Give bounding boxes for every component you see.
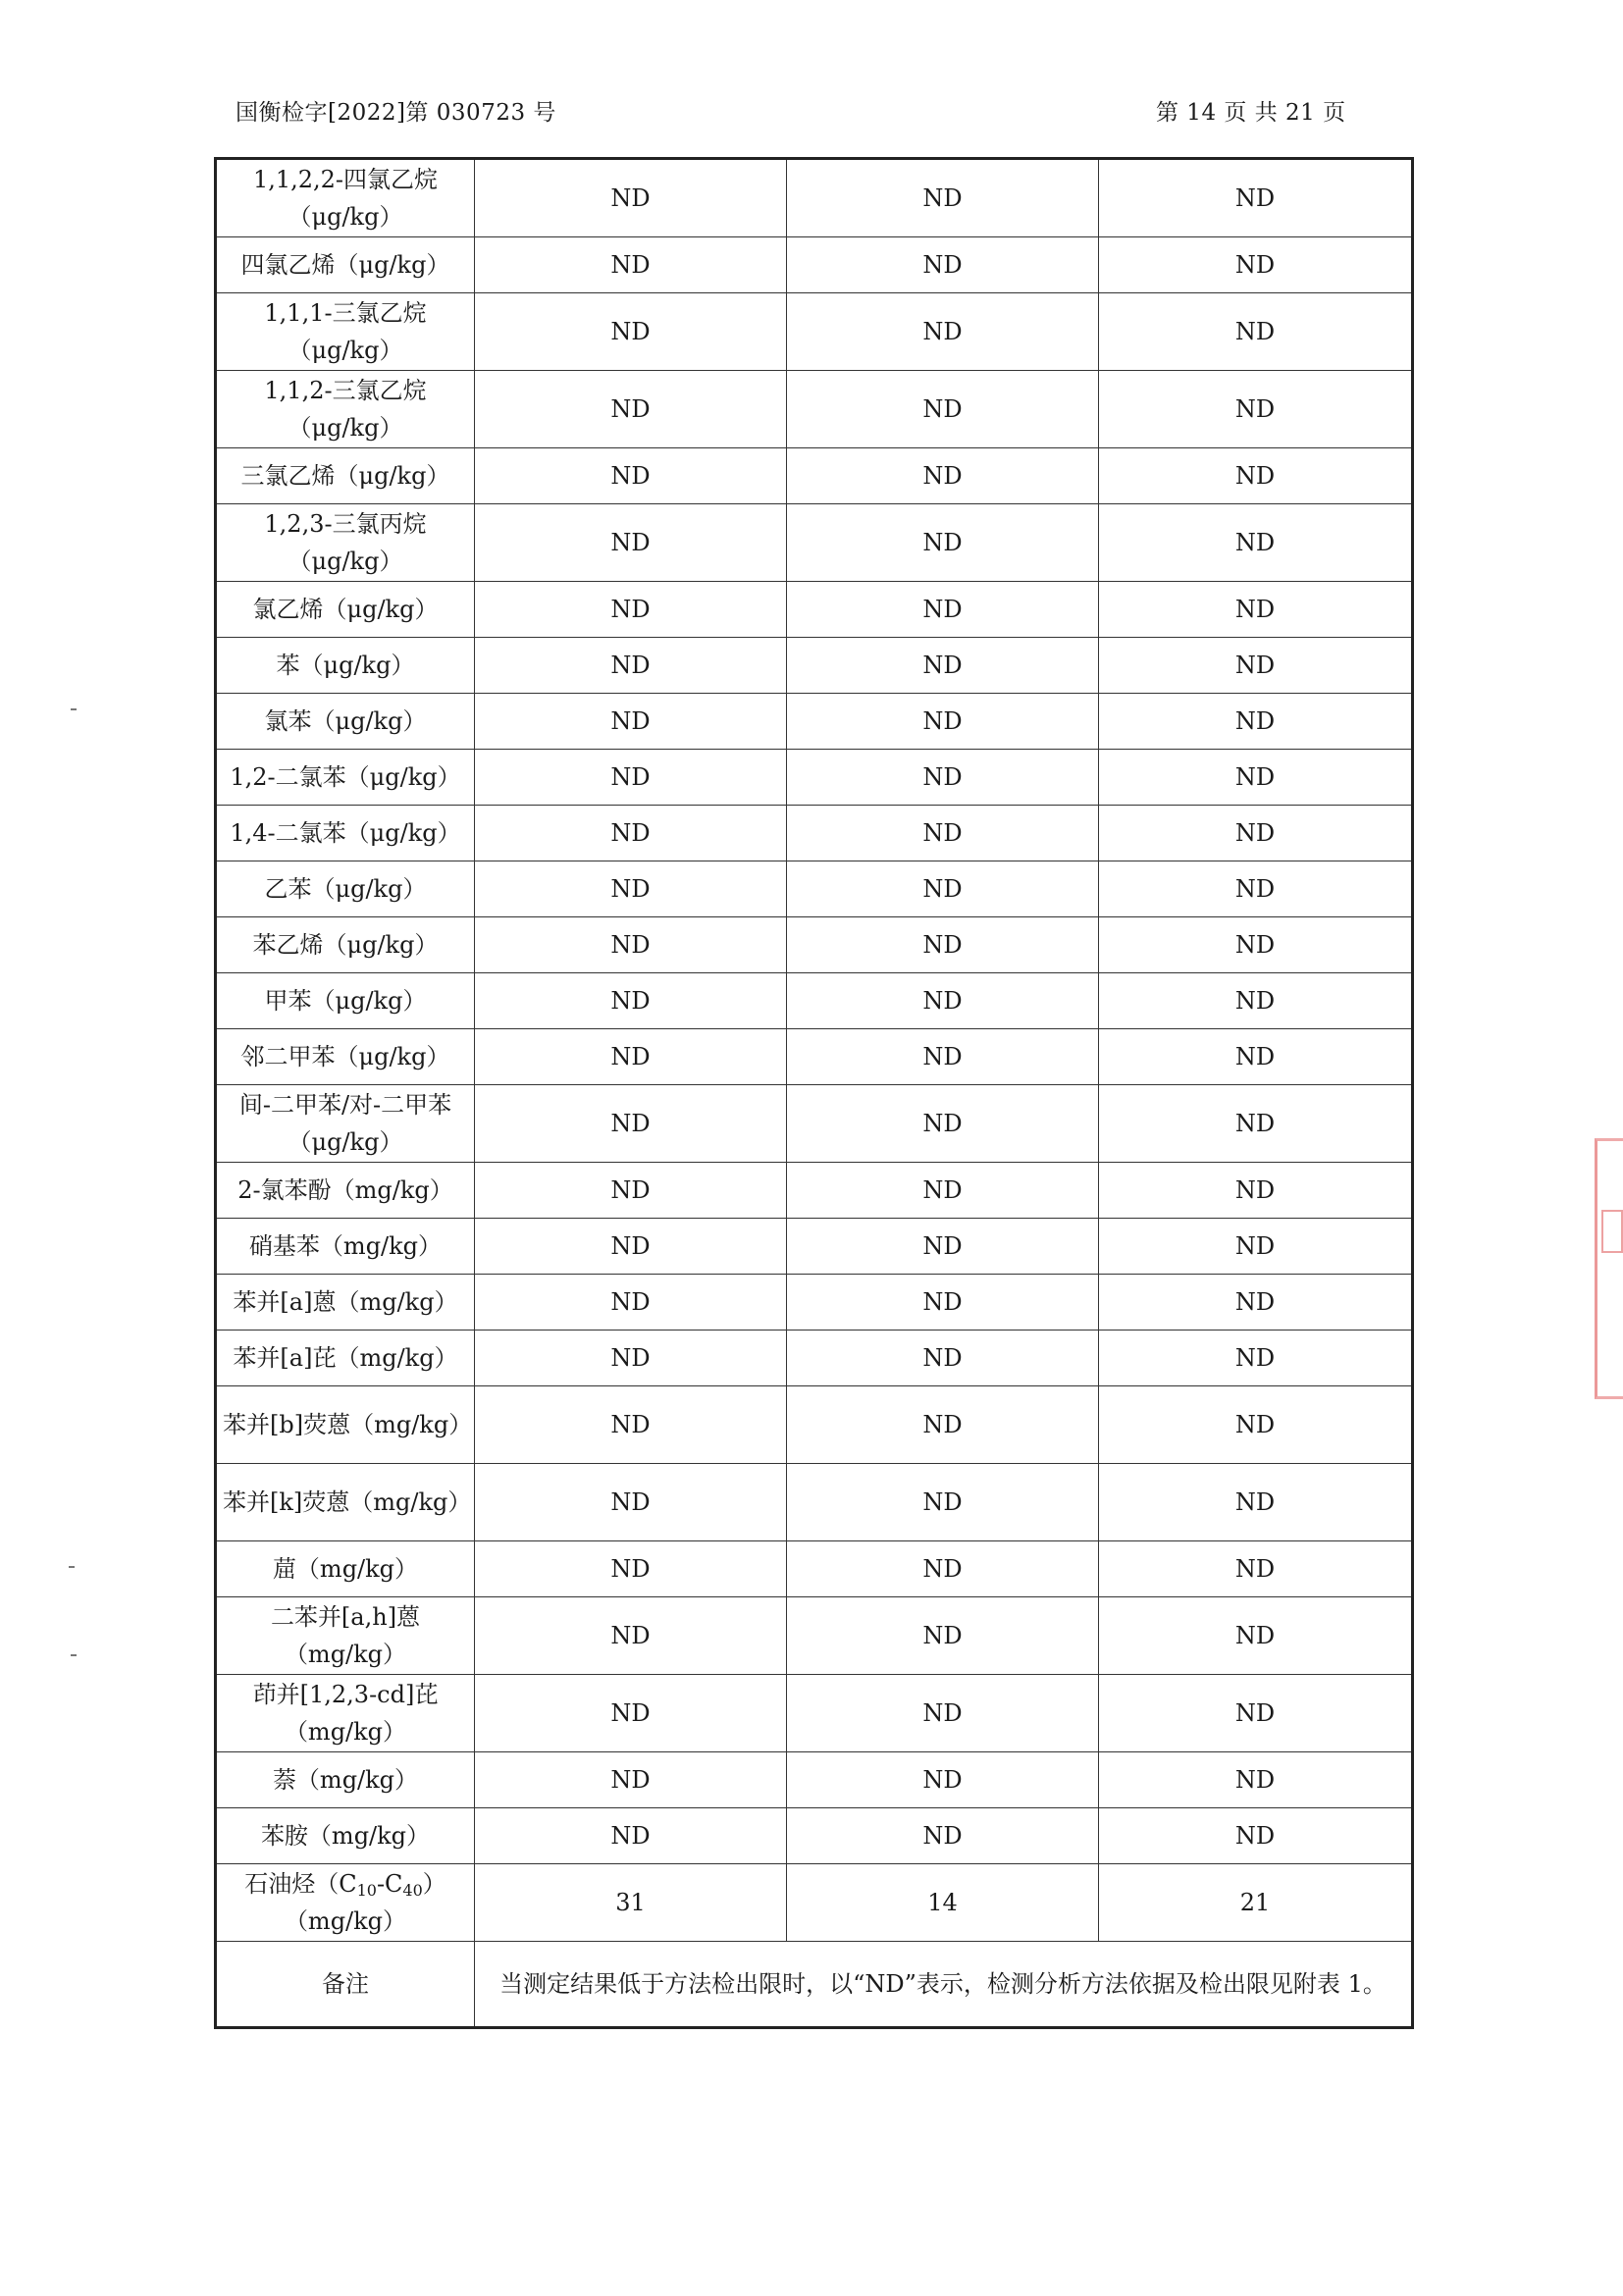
results-table [214,157,1414,2029]
petroleum-name-mid: -C [376,1870,403,1898]
table-row [216,1163,1413,1219]
table-row [216,1029,1413,1085]
row-name: 1,1,2-三氯乙烷（μg/kg） [216,371,475,448]
result-cell-1: ND [475,1464,787,1541]
row-name: 三氯乙烯（μg/kg） [216,448,475,504]
result-cell-2: ND [787,159,1099,237]
row-name: 2-氯苯酚（mg/kg） [216,1163,475,1219]
row-name: 硝基苯（mg/kg） [216,1219,475,1275]
result-cell-2: ND [787,1597,1099,1675]
table-row [216,1275,1413,1331]
result-cell-2: ND [787,1752,1099,1808]
result-cell-1: ND [475,806,787,861]
result-cell-2: ND [787,1163,1099,1219]
table-row [216,1219,1413,1275]
row-name: 萘（mg/kg） [216,1752,475,1808]
result-cell-1: ND [475,973,787,1029]
table-row [216,1752,1413,1808]
result-cell-3: ND [1099,504,1413,582]
result-cell-3: ND [1099,861,1413,917]
table-row-petroleum [216,1864,1413,1942]
result-cell-3: ND [1099,1752,1413,1808]
seal-stamp-fragment [1595,1138,1623,1399]
row-name: 苯并[k]荧蒽（mg/kg） [216,1464,475,1541]
result-cell-3: 21 [1099,1864,1413,1942]
table-row [216,638,1413,694]
table-row [216,293,1413,371]
result-cell-1: ND [475,237,787,293]
result-cell-1: ND [475,1752,787,1808]
table-row [216,1085,1413,1163]
row-name: 苯并[b]荧蒽（mg/kg） [216,1386,475,1464]
row-name: 氯乙烯（μg/kg） [216,582,475,638]
seal-glyph [1601,1210,1623,1253]
result-cell-3: ND [1099,448,1413,504]
result-cell-2: ND [787,638,1099,694]
result-cell-3: ND [1099,917,1413,973]
result-cell-2: ND [787,1219,1099,1275]
result-cell-1: ND [475,1163,787,1219]
table-row [216,973,1413,1029]
table-row [216,1597,1413,1675]
result-cell-1: ND [475,1219,787,1275]
table-row [216,917,1413,973]
result-cell-3: ND [1099,806,1413,861]
result-cell-3: ND [1099,750,1413,806]
result-cell-3: ND [1099,1541,1413,1597]
table-row [216,750,1413,806]
row-name: 1,1,1-三氯乙烷（μg/kg） [216,293,475,371]
petroleum-name-suffix: ）（mg/kg） [284,1870,446,1935]
result-cell-1: ND [475,1275,787,1331]
row-name: 邻二甲苯（μg/kg） [216,1029,475,1085]
result-cell-2: ND [787,1675,1099,1752]
result-cell-2: ND [787,1464,1099,1541]
table-row [216,582,1413,638]
result-cell-1: ND [475,1808,787,1864]
result-cell-3: ND [1099,159,1413,237]
result-cell-3: ND [1099,371,1413,448]
row-name: 1,4-二氯苯（μg/kg） [216,806,475,861]
table-row-remarks [216,1942,1413,2028]
result-cell-2: ND [787,1275,1099,1331]
result-cell-3: ND [1099,582,1413,638]
result-cell-1: ND [475,504,787,582]
result-cell-3: ND [1099,973,1413,1029]
result-cell-2: ND [787,1085,1099,1163]
result-cell-1: ND [475,1675,787,1752]
remarks-text: 当测定结果低于方法检出限时，以“ND”表示，检测分析方法依据及检出限见附表 1。 [475,1942,1413,2028]
result-cell-2: 14 [787,1864,1099,1942]
result-cell-2: ND [787,371,1099,448]
result-cell-1: ND [475,1386,787,1464]
row-name: 苯（μg/kg） [216,638,475,694]
result-cell-3: ND [1099,1275,1413,1331]
result-cell-3: ND [1099,1163,1413,1219]
result-cell-2: ND [787,448,1099,504]
result-cell-2: ND [787,1029,1099,1085]
row-name: 二苯并[a,h]蒽（mg/kg） [216,1597,475,1675]
row-name: 乙苯（μg/kg） [216,861,475,917]
result-cell-1: ND [475,1085,787,1163]
result-cell-3: ND [1099,638,1413,694]
result-cell-2: ND [787,1331,1099,1386]
result-cell-2: ND [787,1386,1099,1464]
row-name: 1,2,3-三氯丙烷（μg/kg） [216,504,475,582]
table-row [216,1808,1413,1864]
result-cell-1: ND [475,293,787,371]
row-name: 氯苯（μg/kg） [216,694,475,750]
scan-speck [69,1566,75,1568]
result-cell-3: ND [1099,1219,1413,1275]
result-cell-1: ND [475,448,787,504]
result-cell-1: ND [475,638,787,694]
result-cell-2: ND [787,861,1099,917]
row-name: 1,1,2,2-四氯乙烷（μg/kg） [216,159,475,237]
result-cell-2: ND [787,806,1099,861]
table-row [216,1386,1413,1464]
result-cell-2: ND [787,504,1099,582]
page-info: 第 14 页 共 21 页 [1156,100,1346,126]
row-name: 茚并[1,2,3-cd]芘（mg/kg） [216,1675,475,1752]
result-cell-1: ND [475,750,787,806]
table-row [216,1464,1413,1541]
petroleum-sub-10: 10 [356,1881,377,1900]
result-cell-3: ND [1099,1029,1413,1085]
row-name: 四氯乙烯（μg/kg） [216,237,475,293]
result-cell-1: ND [475,1597,787,1675]
result-cell-3: ND [1099,1808,1413,1864]
result-cell-3: ND [1099,1464,1413,1541]
result-cell-2: ND [787,750,1099,806]
result-cell-1: ND [475,1331,787,1386]
table-row [216,694,1413,750]
table-row [216,1675,1413,1752]
row-name: 苯并[a]蒽（mg/kg） [216,1275,475,1331]
row-name: 苯胺（mg/kg） [216,1808,475,1864]
result-cell-2: ND [787,293,1099,371]
result-cell-2: ND [787,1808,1099,1864]
row-name: 1,2-二氯苯（μg/kg） [216,750,475,806]
result-cell-3: ND [1099,1675,1413,1752]
result-cell-2: ND [787,1541,1099,1597]
row-name: 䓛（mg/kg） [216,1541,475,1597]
result-cell-2: ND [787,694,1099,750]
result-cell-3: ND [1099,1085,1413,1163]
table-row [216,159,1413,237]
table-row [216,237,1413,293]
row-name: 苯并[a]芘（mg/kg） [216,1331,475,1386]
row-name: 间-二甲苯/对-二甲苯（μg/kg） [216,1085,475,1163]
result-cell-2: ND [787,973,1099,1029]
result-cell-1: ND [475,159,787,237]
table-row [216,806,1413,861]
result-cell-1: ND [475,1029,787,1085]
results-table-body [216,159,1413,2028]
table-row [216,861,1413,917]
result-cell-3: ND [1099,293,1413,371]
result-cell-1: ND [475,861,787,917]
result-cell-3: ND [1099,237,1413,293]
result-cell-1: ND [475,582,787,638]
table-row [216,1541,1413,1597]
remarks-label: 备注 [216,1942,475,2028]
scan-speck [71,708,77,710]
table-row [216,1331,1413,1386]
result-cell-1: ND [475,371,787,448]
table-row [216,371,1413,448]
petroleum-name-prefix: 石油烃（C [244,1870,357,1898]
result-cell-1: 31 [475,1864,787,1942]
scan-speck [71,1654,77,1656]
result-cell-2: ND [787,582,1099,638]
row-name [216,1864,475,1942]
result-cell-1: ND [475,917,787,973]
result-cell-3: ND [1099,1597,1413,1675]
report-number: 国衡检字[2022]第 030723 号 [236,100,556,126]
result-cell-3: ND [1099,694,1413,750]
result-cell-2: ND [787,237,1099,293]
row-name: 甲苯（μg/kg） [216,973,475,1029]
row-name: 苯乙烯（μg/kg） [216,917,475,973]
result-cell-1: ND [475,694,787,750]
result-cell-3: ND [1099,1386,1413,1464]
result-cell-2: ND [787,917,1099,973]
petroleum-sub-40: 40 [402,1881,423,1900]
result-cell-3: ND [1099,1331,1413,1386]
table-row [216,504,1413,582]
result-cell-1: ND [475,1541,787,1597]
table-row [216,448,1413,504]
